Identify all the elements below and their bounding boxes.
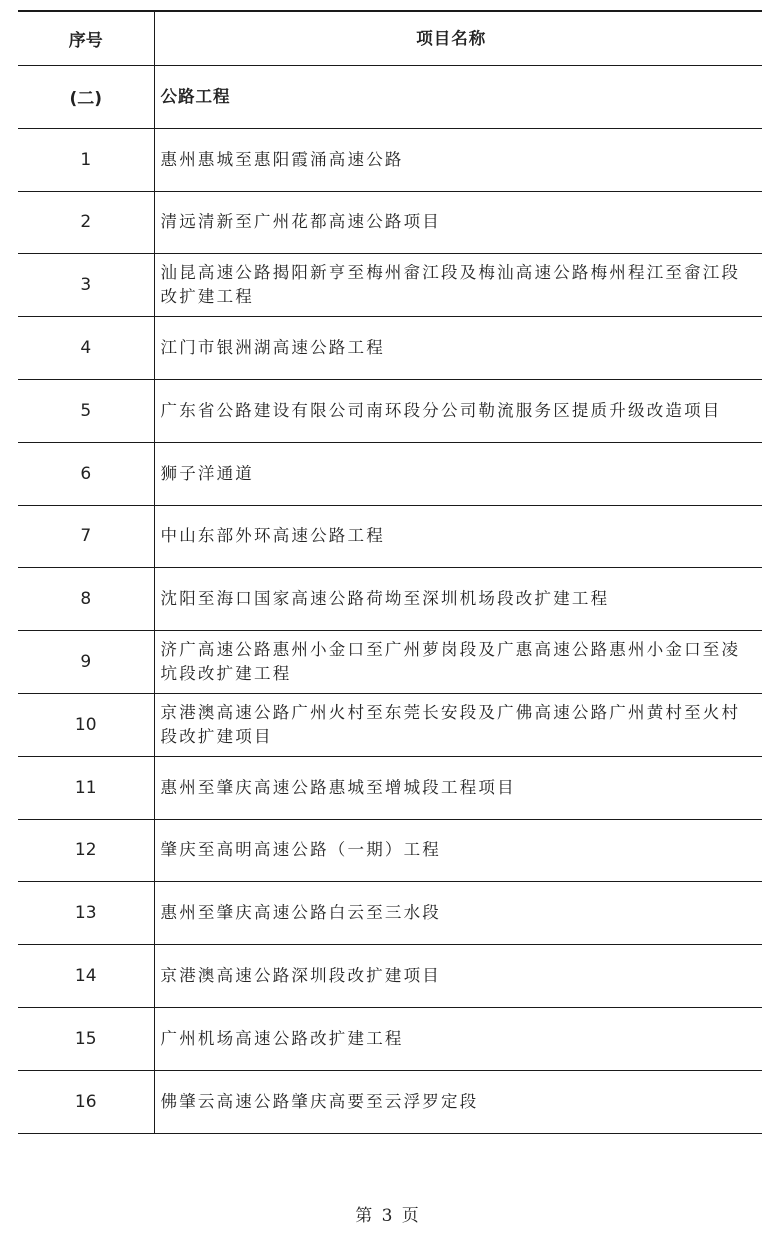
row-project-name: 江门市银洲湖高速公路工程 xyxy=(154,317,762,380)
row-project-name: 广东省公路建设有限公司南环段分公司勒流服务区提质升级改造项目 xyxy=(154,379,762,442)
row-serial-number: 6 xyxy=(18,442,154,505)
row-project-name: 京港澳高速公路广州火村至东莞长安段及广佛高速公路广州黄村至火村段改扩建项目 xyxy=(154,693,762,756)
row-serial-number: 5 xyxy=(18,379,154,442)
row-project-name: 汕昆高速公路揭阳新亨至梅州畲江段及梅汕高速公路梅州程江至畲江段改扩建工程 xyxy=(154,254,762,317)
page-number: 第 3 页 xyxy=(355,1206,421,1226)
row-serial-number: 1 xyxy=(18,128,154,191)
table-row xyxy=(18,756,762,819)
row-serial-number: 7 xyxy=(18,505,154,568)
table-row xyxy=(18,442,762,505)
row-project-name: 肇庆至高明高速公路（一期）工程 xyxy=(154,819,762,882)
row-serial-number: 8 xyxy=(18,568,154,631)
header-serial-number: 序号 xyxy=(18,11,154,66)
row-serial-number: 9 xyxy=(18,631,154,694)
row-serial-number: 12 xyxy=(18,819,154,882)
header-project-name: 项目名称 xyxy=(154,11,762,66)
section-row xyxy=(18,66,762,129)
table-row xyxy=(18,379,762,442)
table-row xyxy=(18,128,762,191)
row-project-name: 佛肇云高速公路肇庆高要至云浮罗定段 xyxy=(154,1070,762,1133)
row-serial-number: 15 xyxy=(18,1007,154,1070)
row-project-name: 沈阳至海口国家高速公路荷坳至深圳机场段改扩建工程 xyxy=(154,568,762,631)
row-project-name: 惠州至肇庆高速公路白云至三水段 xyxy=(154,882,762,945)
table-row xyxy=(18,568,762,631)
row-project-name: 清远清新至广州花都高速公路项目 xyxy=(154,191,762,254)
table-row xyxy=(18,1070,762,1133)
table-row xyxy=(18,631,762,694)
table-header-row xyxy=(18,11,762,66)
row-project-name: 狮子洋通道 xyxy=(154,442,762,505)
table-row xyxy=(18,882,762,945)
row-serial-number: 14 xyxy=(18,945,154,1008)
row-serial-number: 4 xyxy=(18,317,154,380)
table-row xyxy=(18,693,762,756)
table-body xyxy=(18,66,762,1134)
row-serial-number: 13 xyxy=(18,882,154,945)
table-row xyxy=(18,317,762,380)
row-project-name: 京港澳高速公路深圳段改扩建项目 xyxy=(154,945,762,1008)
project-table xyxy=(18,10,762,1134)
row-project-name: 惠州惠城至惠阳霞涌高速公路 xyxy=(154,128,762,191)
row-project-name: 惠州至肇庆高速公路惠城至增城段工程项目 xyxy=(154,756,762,819)
row-project-name: 济广高速公路惠州小金口至广州萝岗段及广惠高速公路惠州小金口至凌坑段改扩建工程 xyxy=(154,631,762,694)
row-project-name: 广州机场高速公路改扩建工程 xyxy=(154,1007,762,1070)
table-row xyxy=(18,191,762,254)
section-number: (二) xyxy=(18,66,154,129)
row-serial-number: 2 xyxy=(18,191,154,254)
row-project-name: 中山东部外环高速公路工程 xyxy=(154,505,762,568)
table-row xyxy=(18,945,762,1008)
table-row xyxy=(18,1007,762,1070)
table-row xyxy=(18,819,762,882)
row-serial-number: 10 xyxy=(18,693,154,756)
table-row xyxy=(18,254,762,317)
table-row xyxy=(18,505,762,568)
section-title: 公路工程 xyxy=(154,66,762,129)
row-serial-number: 11 xyxy=(18,756,154,819)
row-serial-number: 3 xyxy=(18,254,154,317)
row-serial-number: 16 xyxy=(18,1070,154,1133)
